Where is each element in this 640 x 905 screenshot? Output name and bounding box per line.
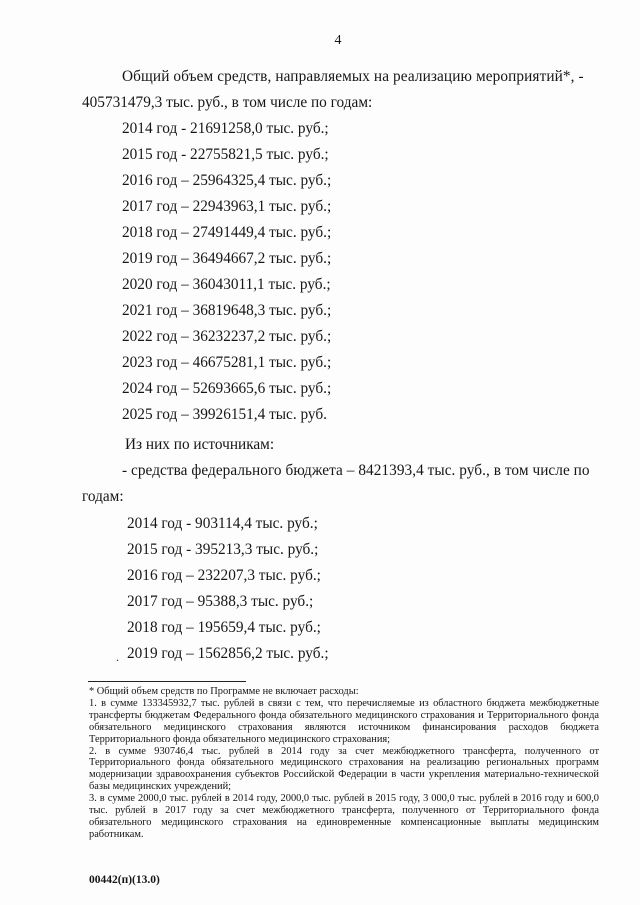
year-item: 2018 год – 27491449,4 тыс. руб.; <box>122 224 332 241</box>
footnote-header: * Общий объем средств по Программе не включает расходы: <box>89 686 359 697</box>
year-item: 2016 год – 25964325,4 тыс. руб.; <box>122 172 332 189</box>
federal-year-item: 2018 год – 195659,4 тыс. руб.; <box>127 619 321 636</box>
year-item: 2022 год – 36232237,2 тыс. руб.; <box>122 328 332 345</box>
federal-year-item: 2014 год - 903114,4 тыс. руб.; <box>127 515 318 532</box>
year-item: 2021 год – 36819648,3 тыс. руб.; <box>122 302 332 319</box>
footnote-divider <box>88 681 246 682</box>
footnote-item: 3. в сумме 2000,0 тыс. рублей в 2014 году, 2000,0 тыс. рублей в 2015 году, 3 000,0 тыс. рублей в 2016 году и 600,0 тыс. рублей в 2017 году за счет межбюджетного трансферта, полученного от Территориального фонда обязательного медицинского страхования на единовременные компенсационные выплаты медицинским работникам. <box>89 793 599 840</box>
intro-line-1: Общий объем средств, направляемых на реализацию мероприятий*, - <box>122 68 584 85</box>
year-item: 2019 год – 36494667,2 тыс. руб.; <box>122 250 332 267</box>
federal-budget-line-1: - средства федерального бюджета – 8421393,4 тыс. руб., в том числе по <box>122 462 590 479</box>
year-item: 2017 год – 22943963,1 тыс. руб.; <box>122 198 332 215</box>
intro-line-2: 405731479,3 тыс. руб., в том числе по годам: <box>82 94 373 111</box>
year-item: 2025 год – 39926151,4 тыс. руб. <box>122 406 327 423</box>
federal-year-item: 2019 год – 1562856,2 тыс. руб.; <box>127 645 329 662</box>
year-item: 2015 год - 22755821,5 тыс. руб.; <box>122 146 329 163</box>
federal-year-item: 2017 год – 95388,3 тыс. руб.; <box>127 593 314 610</box>
year-item: 2020 год – 36043011,1 тыс. руб.; <box>122 276 331 293</box>
year-item: 2014 год - 21691258,0 тыс. руб.; <box>122 120 329 137</box>
stray-mark: . <box>116 650 119 664</box>
footnote-item: 1. в сумме 133345932,7 тыс. рублей в связи с тем, что перечисляемые из областного бюджета межбюджетные трансферты бюджетам Федерального фонда обязательного медицинского страхования и Территориального фонда обязательного медицинского страхования являются источником финансирования расходов бюджета Территориального фонда обязательного медицинского страхования; <box>89 697 599 745</box>
page-number: 4 <box>334 33 342 48</box>
federal-year-item: 2016 год – 232207,3 тыс. руб.; <box>127 567 321 584</box>
footnote-item: 2. в сумме 930746,4 тыс. рублей в 2014 году за счет межбюджетного трансферта, полученного от Территориального фонда обязательного медицинского страхования на реализацию региональных программ модернизации здравоохранения субъектов Российской Федерации в части укрепления материально-технической базы медицинских учреждений; <box>89 745 599 793</box>
document-code: 00442(п)(13.0) <box>89 874 160 886</box>
year-item: 2024 год – 52693665,6 тыс. руб.; <box>122 380 332 397</box>
federal-year-item: 2015 год - 395213,3 тыс. руб.; <box>127 541 319 558</box>
footnotes <box>89 686 599 841</box>
year-item: 2023 год – 46675281,1 тыс. руб.; <box>122 354 332 371</box>
federal-budget-line-2: годам: <box>82 488 124 505</box>
sources-title: Из них по источникам: <box>125 436 275 453</box>
